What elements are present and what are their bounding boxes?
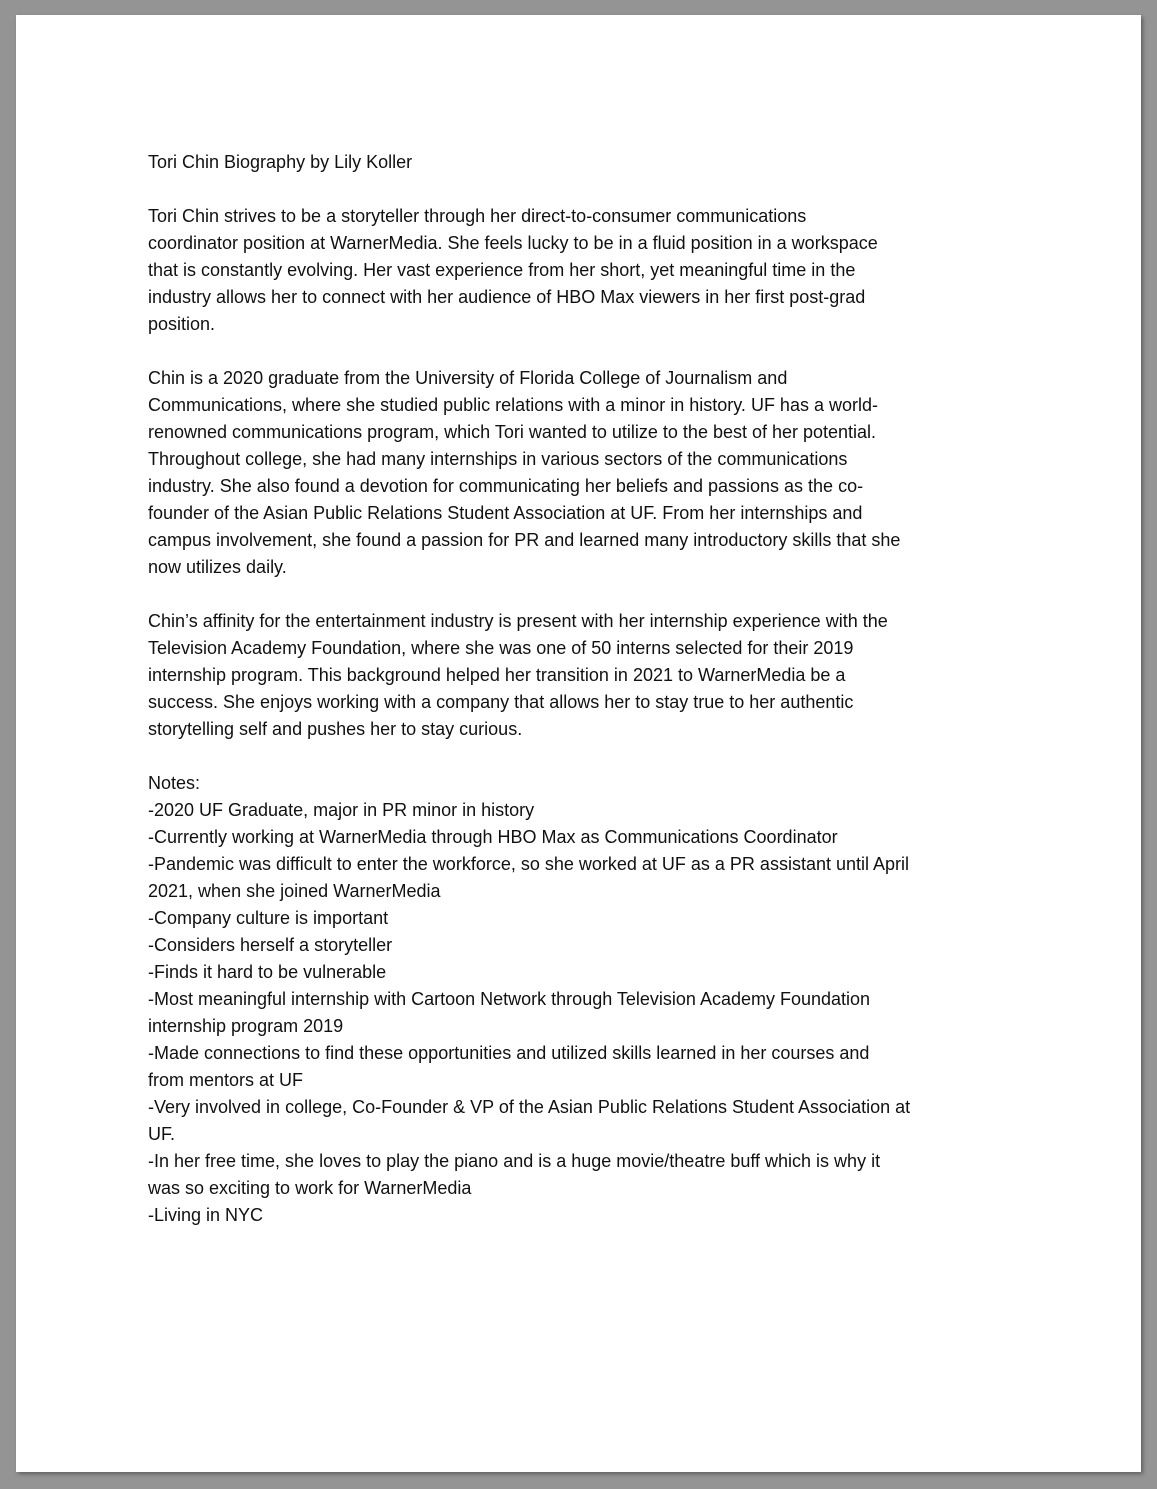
note-line: -Currently working at WarnerMedia through HBO Max as Communications Coordinator: [148, 827, 838, 847]
paragraph-line: coordinator position at WarnerMedia. She feels lucky to be in a fluid position in a workspace: [148, 233, 878, 253]
note-line: -Pandemic was difficult to enter the workforce, so she worked at UF as a PR assistant until April: [148, 854, 910, 874]
note-line: -In her free time, she loves to play the piano and is a huge movie/theatre buff which is why it: [148, 1151, 881, 1171]
paragraph-line: campus involvement, she found a passion for PR and learned many introductory skills that she: [148, 530, 901, 550]
paragraph-line: founder of the Asian Public Relations Student Association at UF. From her internships and: [148, 503, 863, 523]
paragraph-line: industry. She also found a devotion for communicating her beliefs and passions as the co-: [148, 476, 864, 496]
note-line: UF.: [148, 1124, 175, 1144]
note-line: -Considers herself a storyteller: [148, 935, 393, 955]
paragraph-line: that is constantly evolving. Her vast experience from her short, yet meaningful time in the: [148, 260, 856, 280]
paragraph-line: storytelling self and pushes her to stay curious.: [148, 719, 523, 739]
paragraph-line: position.: [148, 314, 216, 334]
document-title: Tori Chin Biography by Lily Koller: [148, 152, 413, 172]
paragraph-line: now utilizes daily.: [148, 557, 287, 577]
note-line: -Very involved in college, Co-Founder & VP of the Asian Public Relations Student Association at: [148, 1097, 911, 1117]
paragraph-line: success. She enjoys working with a company that allows her to stay true to her authentic: [148, 692, 854, 712]
note-line: internship program 2019: [148, 1016, 344, 1036]
document-page: [16, 15, 1141, 1472]
paragraph-line: Communications, where she studied public relations with a minor in history. UF has a world-: [148, 395, 878, 415]
paragraph-line: industry allows her to connect with her audience of HBO Max viewers in her first post-grad: [148, 287, 866, 307]
note-line: -Most meaningful internship with Cartoon Network through Television Academy Foundation: [148, 989, 871, 1009]
note-line: was so exciting to work for WarnerMedia: [148, 1178, 472, 1198]
note-line: -Made connections to find these opportunities and utilized skills learned in her courses and: [148, 1043, 870, 1063]
paragraph-line: Chin’s affinity for the entertainment industry is present with her internship experience with the: [148, 611, 888, 631]
note-line: -Finds it hard to be vulnerable: [148, 962, 387, 982]
paragraph-line: Television Academy Foundation, where she was one of 50 interns selected for their 2019: [148, 638, 854, 658]
note-line: -2020 UF Graduate, major in PR minor in history: [148, 800, 535, 820]
paragraph-line: internship program. This background helped her transition in 2021 to WarnerMedia be a: [148, 665, 846, 685]
note-line: 2021, when she joined WarnerMedia: [148, 881, 441, 901]
paragraph-1: [148, 203, 910, 338]
document-title-block: [148, 149, 910, 176]
paragraph-line: Tori Chin strives to be a storyteller through her direct-to-consumer communications: [148, 206, 807, 226]
notes-section: [148, 770, 910, 1229]
note-line: from mentors at UF: [148, 1070, 304, 1090]
note-line: -Living in NYC: [148, 1205, 264, 1225]
notes-heading: Notes:: [148, 773, 201, 793]
document-body: [148, 149, 910, 1229]
paragraph-line: renowned communications program, which Tori wanted to utilize to the best of her potential.: [148, 422, 877, 442]
paragraph-3: [148, 608, 910, 743]
paragraph-2: [148, 365, 910, 581]
paragraph-line: Throughout college, she had many internships in various sectors of the communications: [148, 449, 848, 469]
note-line: -Company culture is important: [148, 908, 389, 928]
paragraph-line: Chin is a 2020 graduate from the University of Florida College of Journalism and: [148, 368, 788, 388]
